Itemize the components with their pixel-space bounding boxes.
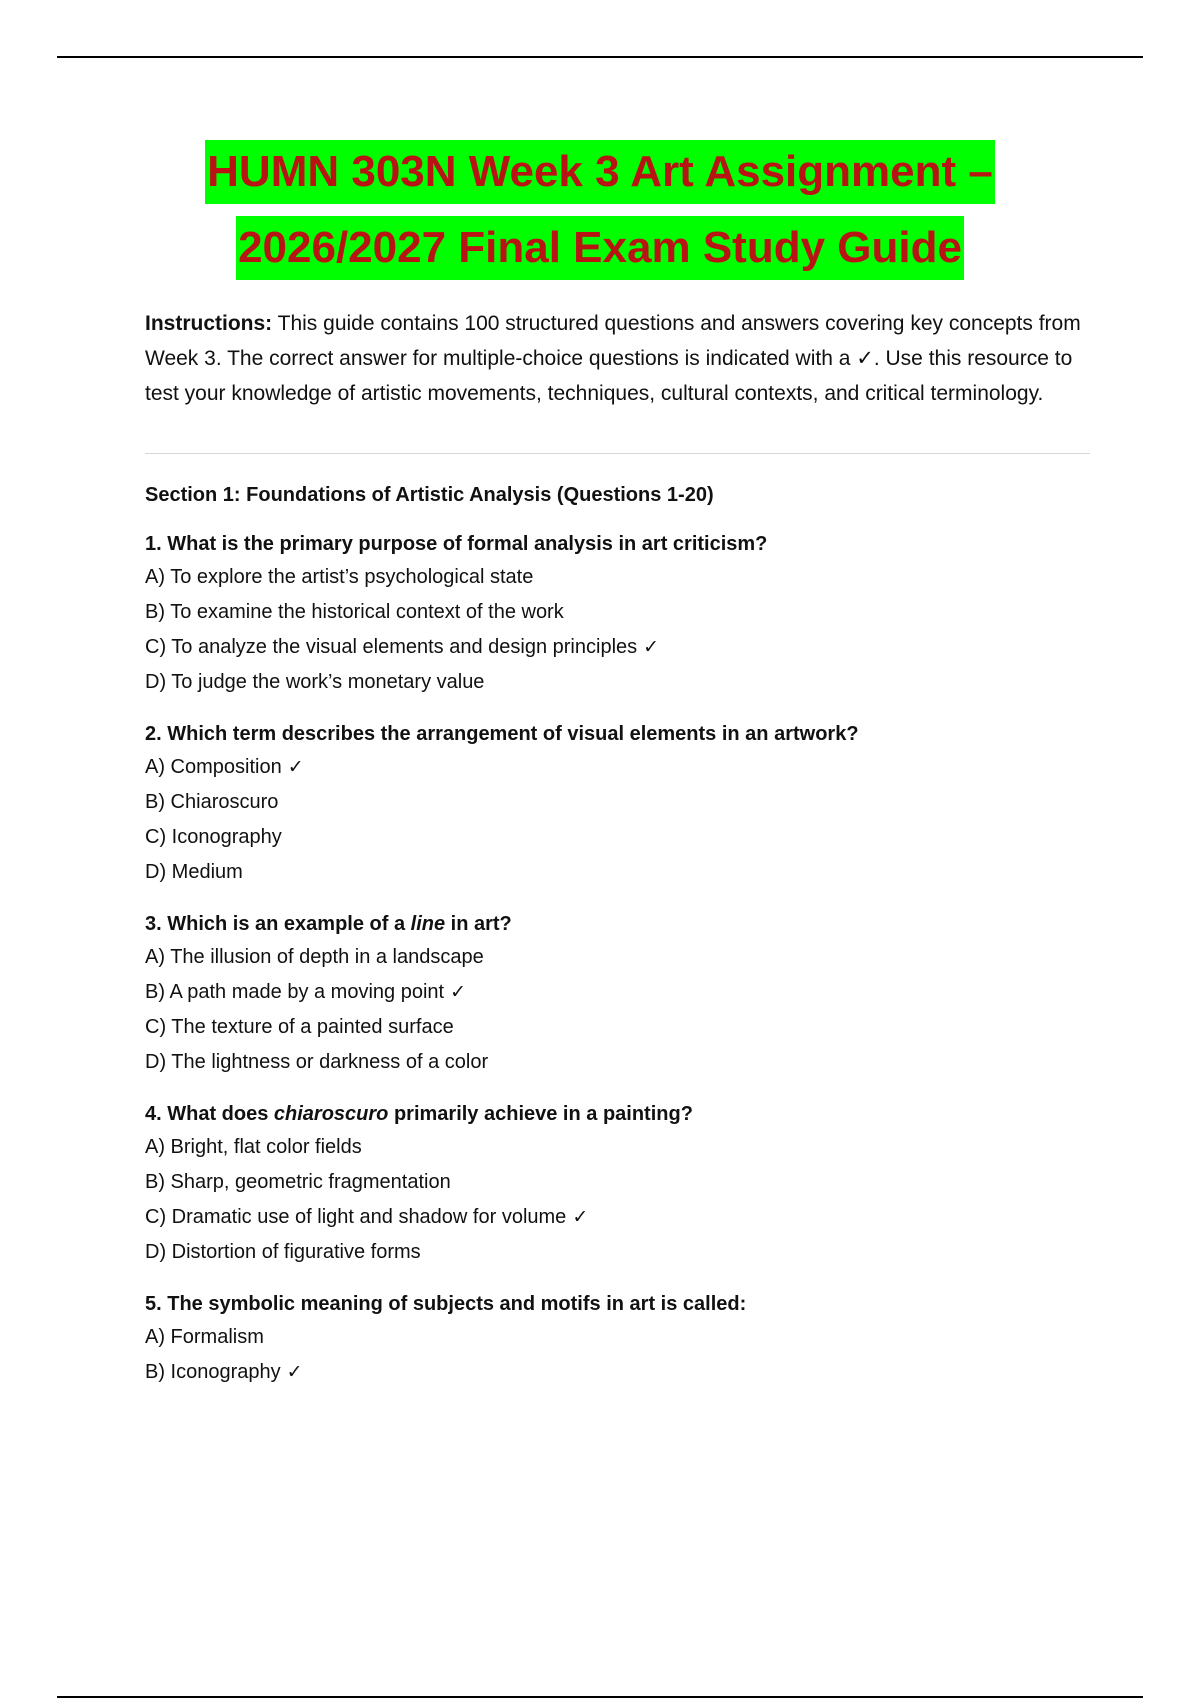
answer-option	[145, 630, 1090, 665]
answer-option	[145, 1130, 1090, 1165]
answer-option	[145, 1200, 1090, 1235]
document-body	[145, 306, 1090, 1408]
answer-option	[145, 1165, 1090, 1200]
title-line-2: 2026/2027 Final Exam Study Guide	[236, 216, 964, 280]
answer-option	[145, 1235, 1090, 1270]
answer-option-text: B) A path made by a moving point	[145, 981, 445, 1003]
section-divider	[145, 453, 1090, 454]
instructions-text-2: . Use this resource to test your knowledge of artistic movements, techniques, cultural contexts, and critical terminology.	[145, 347, 1073, 405]
answer-option	[145, 820, 1090, 855]
check-mark-icon: ✓	[856, 347, 874, 370]
answer-option-text: A) Composition	[145, 756, 282, 778]
question-text	[145, 1288, 1090, 1320]
answer-option-text: C) Dramatic use of light and shadow for volume	[145, 1206, 567, 1228]
question-text-part: 4. What does	[145, 1103, 274, 1125]
question-text-part: in art?	[445, 913, 512, 935]
question-text-part: 3. Which is an example of a	[145, 913, 411, 935]
check-mark-icon: ✓	[572, 1206, 589, 1228]
question-text-part: 2. Which term describes the arrangement of visual elements in an artwork?	[145, 723, 859, 745]
answer-option-text: D) The lightness or darkness of a color	[145, 1051, 489, 1073]
check-mark-icon: ✓	[643, 636, 660, 658]
answer-option	[145, 975, 1090, 1010]
question-emphasis: line	[410, 913, 446, 935]
instructions-label: Instructions:	[145, 312, 273, 335]
bottom-rule	[57, 1696, 1143, 1698]
question-emphasis: chiaroscuro	[273, 1103, 389, 1125]
answer-option-text: D) Distortion of figurative forms	[145, 1241, 421, 1263]
answer-option	[145, 595, 1090, 630]
answer-option-text: A) Formalism	[145, 1326, 264, 1348]
answer-option-text: B) To examine the historical context of the work	[145, 601, 564, 623]
answer-option-text: A) Bright, flat color fields	[145, 1136, 362, 1158]
question-list	[145, 528, 1090, 1390]
instructions-text-1: This guide contains 100 structured questions and answers covering key concepts from Week 3. The correct answer for multiple-choice questions is indicated with a	[145, 312, 1081, 370]
answer-option	[145, 785, 1090, 820]
question-item	[145, 908, 1090, 1080]
question-text	[145, 1098, 1090, 1130]
section-heading: Section 1: Foundations of Artistic Analysis (Questions 1-20)	[145, 484, 714, 506]
answer-option	[145, 1355, 1090, 1390]
question-item	[145, 718, 1090, 890]
answer-option-text: A) To explore the artist’s psychological state	[145, 566, 534, 588]
answer-option-text: D) To judge the work’s monetary value	[145, 671, 485, 693]
answer-option-text: C) Iconography	[145, 826, 282, 848]
answer-option-text: B) Iconography	[145, 1361, 281, 1383]
question-text-part: 5. The symbolic meaning of subjects and motifs in art is called:	[145, 1293, 747, 1315]
check-mark-icon: ✓	[287, 756, 304, 778]
answer-option	[145, 665, 1090, 700]
question-item	[145, 1288, 1090, 1390]
answer-option-text: C) To analyze the visual elements and design principles	[145, 636, 638, 658]
answer-option	[145, 1320, 1090, 1355]
question-item	[145, 528, 1090, 700]
question-text-part: 1. What is the primary purpose of formal analysis in art criticism?	[145, 533, 768, 555]
question-text-part: primarily achieve in a painting?	[388, 1103, 693, 1125]
title-line-1: HUMN 303N Week 3 Art Assignment –	[205, 140, 995, 204]
answer-option	[145, 750, 1090, 785]
instructions-paragraph	[145, 306, 1090, 411]
answer-option-text: A) The illusion of depth in a landscape	[145, 946, 484, 968]
check-mark-icon: ✓	[450, 981, 466, 1003]
answer-option-text: B) Chiaroscuro	[145, 791, 279, 813]
top-rule	[57, 56, 1143, 58]
answer-option-text: C) The texture of a painted surface	[145, 1016, 454, 1038]
document-title	[0, 140, 1200, 280]
question-text	[145, 718, 1090, 750]
answer-option	[145, 940, 1090, 975]
answer-option-text: B) Sharp, geometric fragmentation	[145, 1171, 451, 1193]
answer-option	[145, 560, 1090, 595]
question-item	[145, 1098, 1090, 1270]
question-text	[145, 908, 1090, 940]
question-text	[145, 528, 1090, 560]
answer-option	[145, 855, 1090, 890]
answer-option-text: D) Medium	[145, 861, 243, 883]
answer-option	[145, 1045, 1090, 1080]
answer-option	[145, 1010, 1090, 1045]
check-mark-icon: ✓	[286, 1361, 303, 1383]
